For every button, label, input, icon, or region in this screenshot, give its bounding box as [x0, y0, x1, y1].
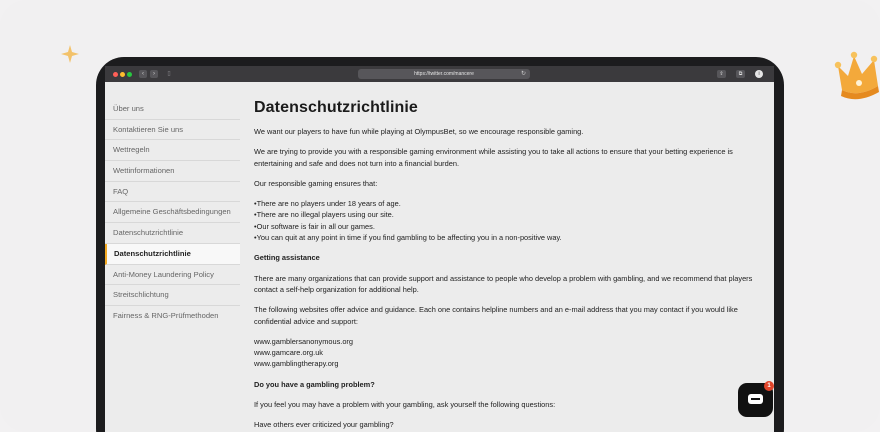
environment-paragraph: We are trying to provide you with a responsible gaming environment while assisting you to take all actions to ensure that your betting experience is entertaining and safe and does not turn into a financial burden.: [254, 147, 733, 168]
sidebar-item-aml[interactable]: Anti-Money Laundering Policy: [105, 265, 240, 286]
info-icon[interactable]: i: [755, 70, 763, 78]
sidebar-item-fairness[interactable]: Fairness & RNG-Prüfmethoden: [113, 310, 219, 320]
page-title: Datenschutzrichtlinie: [254, 99, 418, 116]
reload-icon[interactable]: ↻: [520, 71, 526, 77]
bullet-item: •Our software is fair in all our games.: [254, 221, 375, 231]
sidebar-item-betting-info[interactable]: Wettinformationen: [105, 161, 240, 182]
sidebar-item-faq[interactable]: FAQ: [105, 182, 240, 203]
address-bar[interactable]: [358, 69, 530, 79]
browser-toolbar: [105, 66, 774, 82]
intro-paragraph: We want our players to have fun while playing at OlympusBet, so we encourage responsible gaming.: [254, 127, 584, 136]
chat-bubble-icon: [748, 394, 763, 404]
address-url: https://twitter.com/mancere: [414, 71, 474, 77]
close-window-icon[interactable]: [113, 72, 118, 77]
resource-link[interactable]: www.gamblersanonymous.org: [254, 336, 353, 346]
resource-link[interactable]: www.gamblingtherapy.org: [254, 359, 339, 369]
forward-icon[interactable]: ›: [150, 70, 158, 78]
problem-paragraph: If you feel you may have a problem with your gambling, ask yourself the following questions:: [254, 400, 556, 410]
bullet-item: •There are no illegal players using our site.: [254, 210, 394, 220]
sidebar-item-disputes[interactable]: Streitschlichtung: [105, 285, 240, 306]
sparkle-icon: [61, 45, 79, 63]
sidebar-toggle-icon[interactable]: ▯: [167, 71, 171, 77]
share-icon[interactable]: ⇧: [717, 70, 726, 78]
assistance-paragraph: There are many organizations that can provide support and assistance to people who develop a problem with gambling, and we recommend that players contact a self-help organization for additional help.: [254, 273, 753, 294]
sidebar-item-about[interactable]: Über uns: [105, 99, 240, 120]
tabs-icon[interactable]: ⧉: [736, 70, 745, 78]
sidebar-item-privacy[interactable]: Datenschutzrichtlinie: [105, 223, 240, 244]
chat-notification-badge: 1: [764, 381, 774, 391]
sidebar-item-terms[interactable]: Allgemeine Geschäftsbedingungen: [105, 202, 240, 223]
browser-screen: [105, 66, 774, 432]
sidebar-item-contact[interactable]: Kontaktieren Sie uns: [105, 120, 240, 141]
sidebar-item-privacy-active[interactable]: Datenschutzrichtlinie: [105, 244, 240, 265]
bullet-item: •You can quit at any point in time if you find gambling to be affecting you in a non-positive way.: [254, 233, 562, 243]
sidebar-item-betting-rules[interactable]: Wettregeln: [105, 140, 240, 161]
sidebar-nav: [105, 99, 240, 327]
websites-paragraph: The following websites offer advice and guidance. Each one contains helpline numbers and an e-mail address that you may contact if you would like confidential advice and support:: [254, 305, 738, 326]
maximize-window-icon[interactable]: [127, 72, 132, 77]
back-icon[interactable]: ‹: [139, 70, 147, 78]
resource-link[interactable]: www.gamcare.org.uk: [254, 348, 324, 358]
ensures-paragraph: Our responsible gaming ensures that:: [254, 178, 378, 188]
bullet-item: •There are no players under 18 years of age.: [254, 199, 401, 209]
question-item: Have others ever criticized your gambling?: [254, 420, 394, 430]
crown-icon: [832, 46, 880, 102]
main-content: [254, 99, 759, 432]
problem-heading: Do you have a gambling problem?: [254, 379, 375, 389]
minimize-window-icon[interactable]: [120, 72, 125, 77]
assistance-heading: Getting assistance: [254, 253, 320, 263]
